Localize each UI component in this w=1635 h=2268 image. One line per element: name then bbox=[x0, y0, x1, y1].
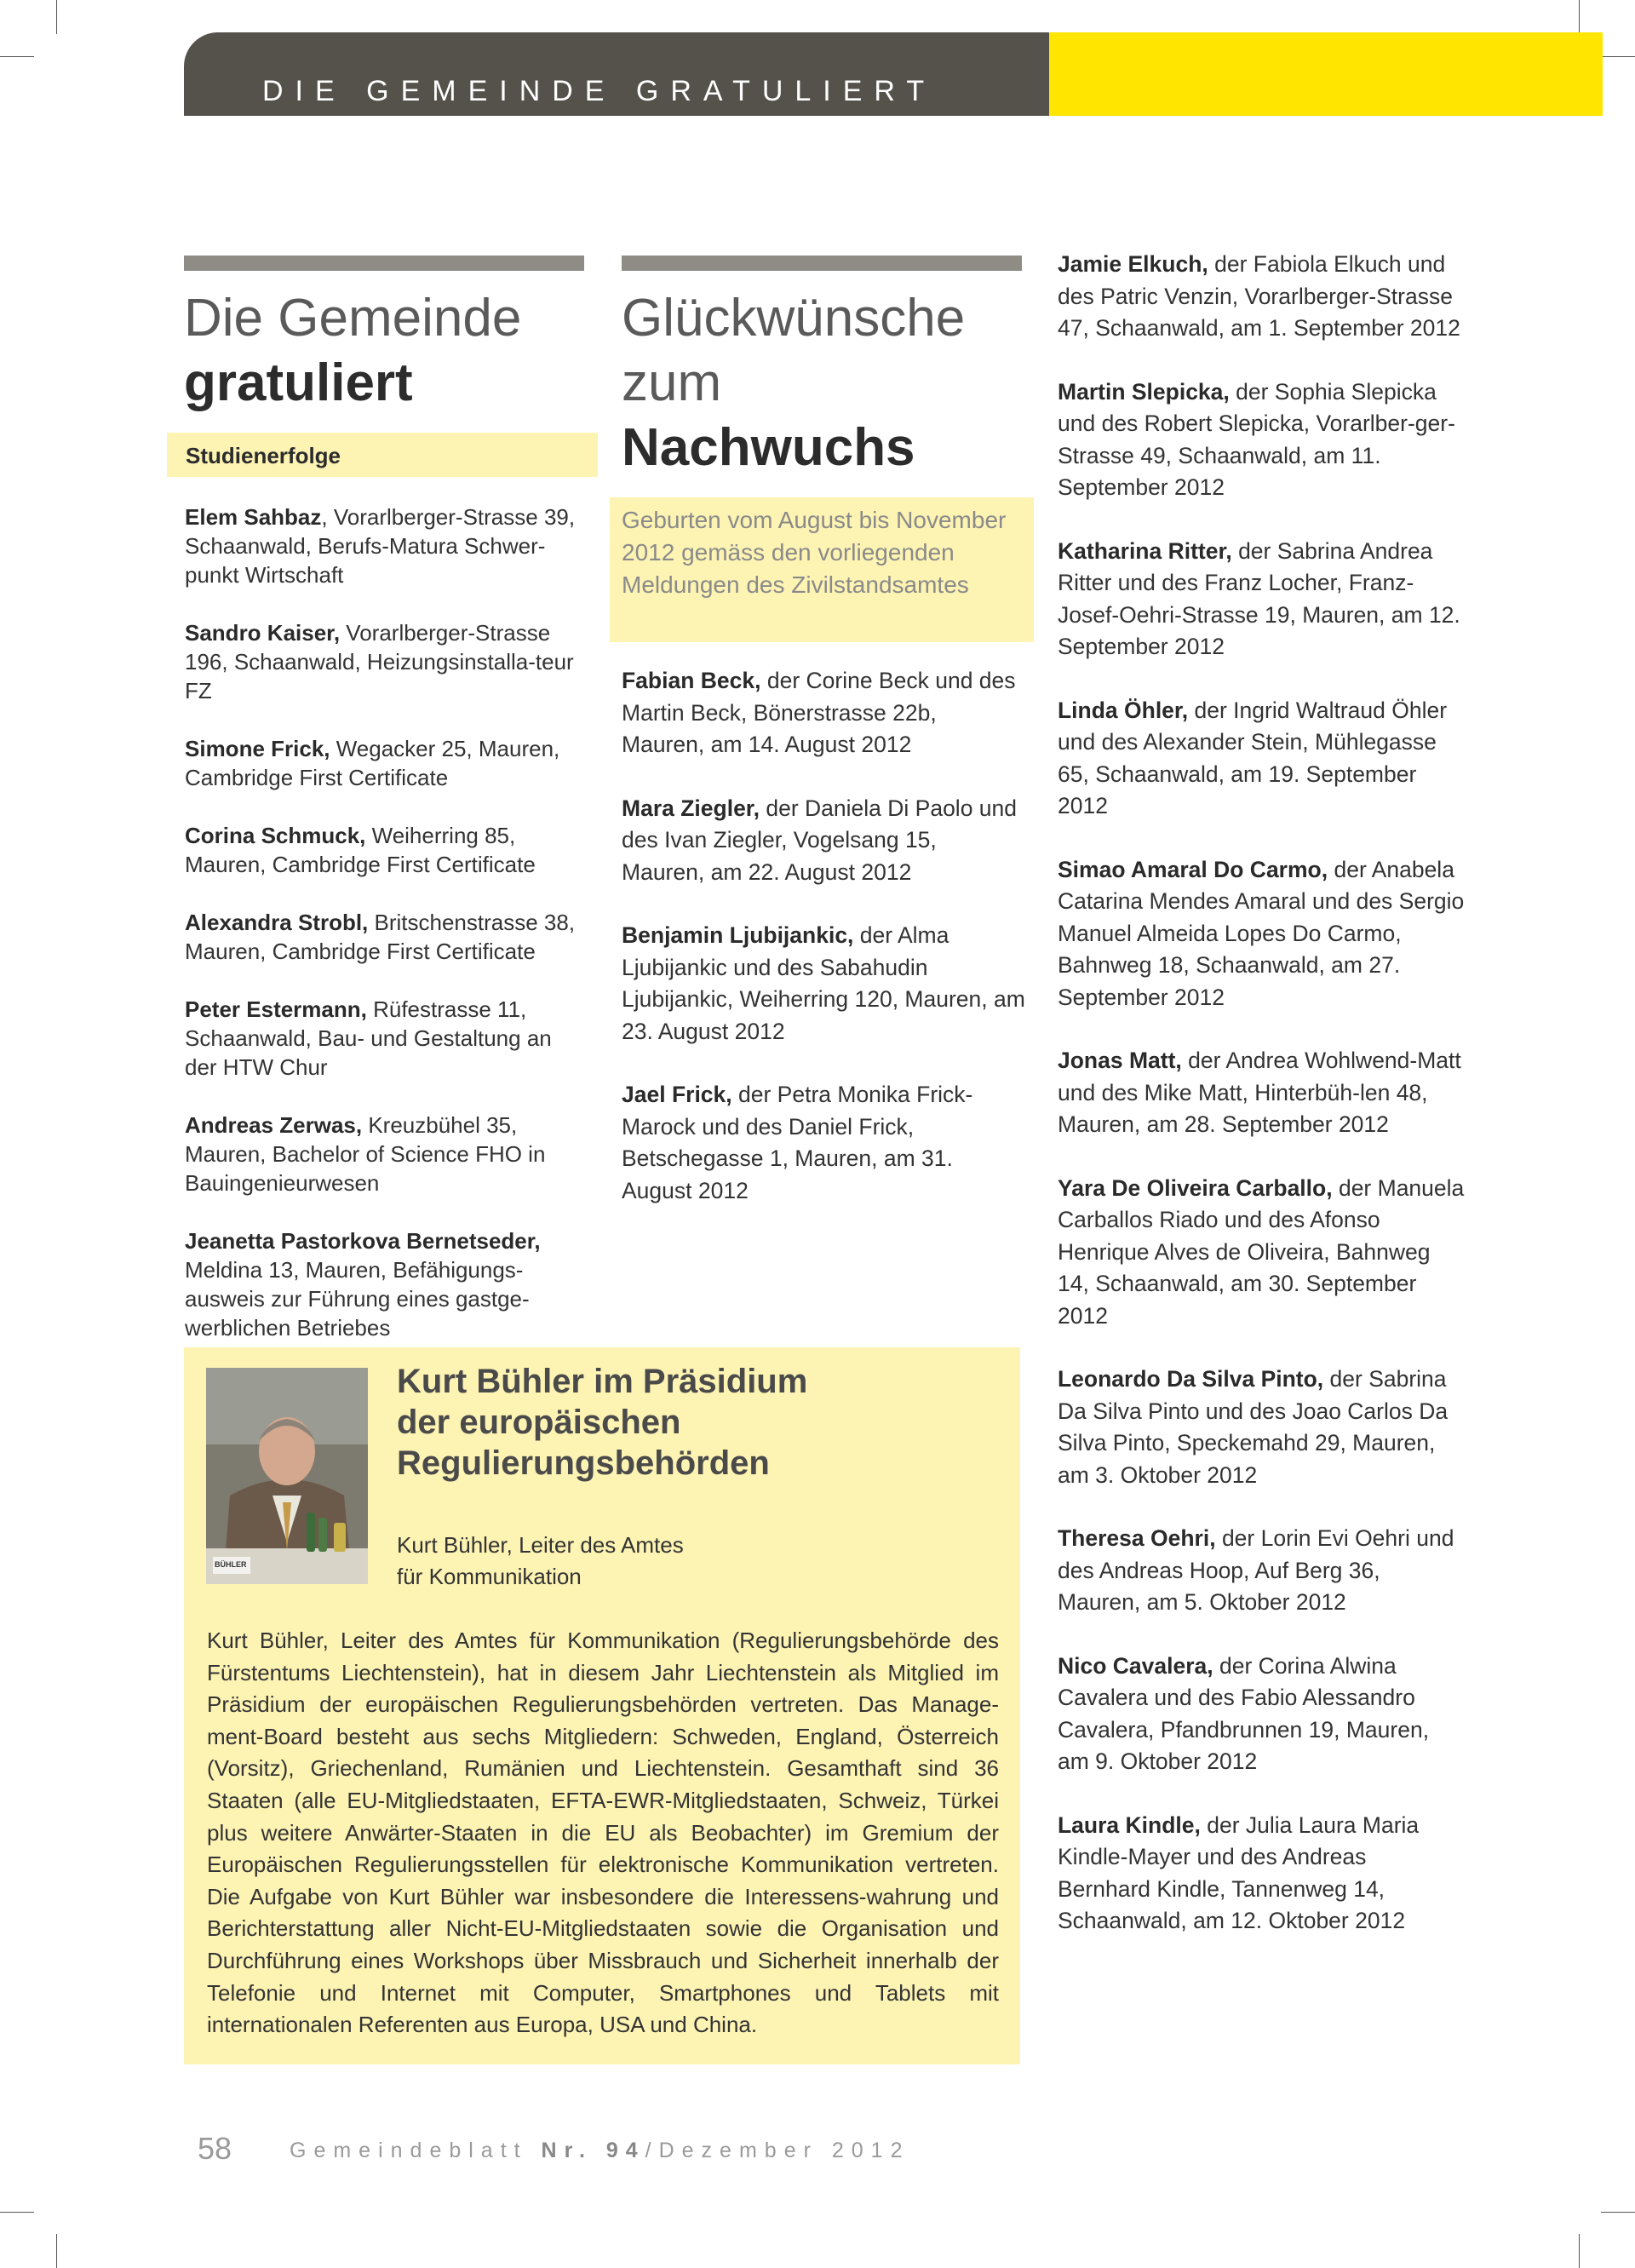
header-title: DIE GEMEINDE GRATULIERT bbox=[262, 75, 937, 107]
middle-headline-bold: Nachwuchs bbox=[622, 418, 915, 477]
list-item: Fabian Beck, der Corine Beck und des Martin Beck, Bönerstrasse 22b, Mauren, am 14. August 2012 bbox=[622, 668, 1016, 757]
list-item: Yara De Oliveira Carballo, der Manuela Carballos Riado und des Afonso Henrique Alves de Oliveira, Bahnweg 14, Schaanwald, am 30. September 2012 bbox=[1058, 1174, 1465, 1329]
list-item: Laura Kindle, der Julia Laura Maria Kindle-Mayer und des Andreas Bernhard Kindle, Tannenweg 14, Schaanwald, am 12. Oktober 2012 bbox=[1058, 1812, 1420, 1933]
crop-mark bbox=[1579, 0, 1580, 34]
crop-mark bbox=[1579, 2234, 1580, 2268]
nameplate: BÜHLER bbox=[215, 1560, 247, 1569]
middle-headline-light-1: Glückwünsche bbox=[622, 289, 966, 347]
crop-mark bbox=[1601, 2212, 1635, 2213]
right-entries bbox=[1058, 249, 1465, 1938]
list-item: Sandro Kaiser, Vorarlberger-Strasse 196, Schaanwald, Heizungsinstalla-teur FZ bbox=[185, 620, 574, 703]
middle-entries bbox=[622, 665, 1025, 1207]
list-item: Leonardo Da Silva Pinto, der Sabrina Da Silva Pinto und des Joao Carlos Da Silva Pinto, Speckemahd 29, Mauren, am 3. Oktober 2012 bbox=[1058, 1366, 1449, 1488]
crop-mark bbox=[56, 0, 57, 34]
left-headline-bold: gratuliert bbox=[184, 353, 413, 412]
list-item: Simao Amaral Do Carmo, der Anabela Catarina Mendes Amaral und des Sergio Manuel Almeida Lopes Do Carmo, Bahnweg 18, Schaanwald, am 27. September 2012 bbox=[1058, 856, 1465, 1010]
subtitle: Geburten vom August bis November 2012 gemäss den vorliegenden Meldungen des Zivilstandsamtes bbox=[622, 507, 1007, 598]
list-item: Linda Öhler, der Ingrid Waltraud Öhler und des Alexander Stein, Mühlegasse 65, Schaanwald, am 19. September 2012 bbox=[1058, 697, 1448, 818]
middle-headline bbox=[622, 286, 965, 480]
portrait-illustration bbox=[206, 1368, 368, 1584]
crop-mark bbox=[0, 2212, 34, 2213]
photo-caption: Kurt Bühler, Leiter des Amtes für Kommunikation bbox=[397, 1532, 684, 1589]
list-item: Benjamin Ljubijankic, der Alma Ljubijankic und des Sabahudin Ljubijankic, Weiherring 120, Mauren, am 23. August 2012 bbox=[622, 922, 1025, 1044]
middle-rule bbox=[622, 256, 1022, 271]
list-item: Jamie Elkuch, der Fabiola Elkuch und des Patric Venzin, Vorarlberger-Strasse 47, Schaanwald, am 1. September 2012 bbox=[1058, 251, 1460, 341]
middle-headline-light-2: zum bbox=[622, 353, 722, 412]
list-item: Nico Cavalera, der Corina Alwina Cavalera und des Fabio Alessandro Cavalera, Pfandbrunnen 19, Mauren, am 9. Oktober 2012 bbox=[1058, 1652, 1430, 1774]
list-item: Alexandra Strobl, Britschenstrasse 38, Mauren, Cambridge First Certificate bbox=[185, 910, 576, 964]
crop-mark bbox=[0, 56, 34, 57]
list-item: Jeanetta Pastorkova Bernetseder, Meldina 13, Mauren, Befähigungs-ausweis zur Führung eines gastge-werblichen Betriebes bbox=[185, 1228, 541, 1341]
list-item: Theresa Oehri, der Lorin Evi Oehri und des Andreas Hoop, Auf Berg 36, Mauren, am 5. Oktober 2012 bbox=[1058, 1525, 1454, 1615]
section-label: Studienerfolge bbox=[186, 443, 341, 468]
issue-number: Nr. 94 bbox=[541, 2139, 645, 2162]
list-item: Martin Slepicka, der Sophia Slepicka und des Robert Slepicka, Vorarlber-ger-Strasse 49, Schaanwald, am 11. September 2012 bbox=[1058, 378, 1455, 500]
list-item: Jael Frick, der Petra Monika Frick-Marock und des Daniel Frick, Betschegasse 1, Mauren, am 31. August 2012 bbox=[622, 1082, 973, 1203]
list-item: Elem Sahbaz, Vorarlberger-Strasse 39, Schaanwald, Berufs-Matura Schwer-punkt Wirtschaft bbox=[185, 504, 576, 588]
crop-mark bbox=[56, 2234, 57, 2268]
left-headline bbox=[184, 286, 521, 416]
list-item: Katharina Ritter, der Sabrina Andrea Ritter und des Franz Locher, Franz-Josef-Oehri-Strasse 19, Mauren, am 12. September 2012 bbox=[1058, 537, 1460, 659]
footer-publication: Gemeindeblatt Nr. 94/Dezember 2012 bbox=[290, 2139, 910, 2162]
header-accent bbox=[1049, 32, 1603, 116]
left-entries bbox=[185, 502, 585, 1342]
list-item: Simone Frick, Wegacker 25, Mauren, Cambridge First Certificate bbox=[185, 736, 560, 790]
left-rule bbox=[184, 256, 584, 271]
info-body: Kurt Bühler, Leiter des Amtes für Kommunikation (Regulierungsbehörde des Fürstentums Liechtenstein), hat in diesem Jahr Liechtenstein als Mitglied im Präsidium der europäischen Regulierungsbehörden vertreten. Das Manage-ment-Board besteht aus sechs Mitgliedern: Schweden, England, Österreich (Vorsitz), Griechenland, Rumänien und Liechtenstein. Gesamthaft sind 36 Staaten (alle EU-Mitgliedstaaten, EFTA-EWR-Mitgliedstaaten, Schweiz, Türkei plus weitere Anwärter-Staaten in die EU als Beobachter) im Gremium der Europäischen Regulierungsstellen für elektronische Kommunikation vertreten. Die Aufgabe von Kurt Bühler war insbesondere die Interessens-wahrung und Berichterstattung aller Nicht-EU-Mitgliedstaaten sowie die Organisation und Durchführung eines Workshops über Missbrauch und Sicherheit innerhalb der Telefonie und Internet mit Computer, Smartphones und Tablets mit internationalen Referenten aus Europa, USA und China. bbox=[207, 1628, 999, 2038]
list-item: Peter Estermann, Rüfestrasse 11, Schaanwald, Bau- und Gestaltung an der HTW Chur bbox=[185, 996, 552, 1080]
left-headline-light: Die Gemeinde bbox=[184, 289, 522, 347]
portrait-photo bbox=[206, 1368, 368, 1584]
list-item: Mara Ziegler, der Daniela Di Paolo und des Ivan Ziegler, Vogelsang 15, Mauren, am 22. August 2012 bbox=[622, 795, 1018, 885]
list-item: Andreas Zerwas, Kreuzbühel 35, Mauren, Bachelor of Science FHO in Bauingenieurwesen bbox=[185, 1112, 546, 1196]
list-item: Jonas Matt, der Andrea Wohlwend-Matt und des Mike Matt, Hinterbüh-len 48, Mauren, am 28. September 2012 bbox=[1058, 1048, 1461, 1137]
info-title: Kurt Bühler im Präsidium der europäischen Regulierungsbehörden bbox=[397, 1363, 808, 1482]
list-item: Corina Schmuck, Weiherring 85, Mauren, Cambridge First Certificate bbox=[185, 823, 536, 877]
page-number: 58 bbox=[198, 2131, 232, 2166]
crop-mark bbox=[1601, 56, 1635, 57]
